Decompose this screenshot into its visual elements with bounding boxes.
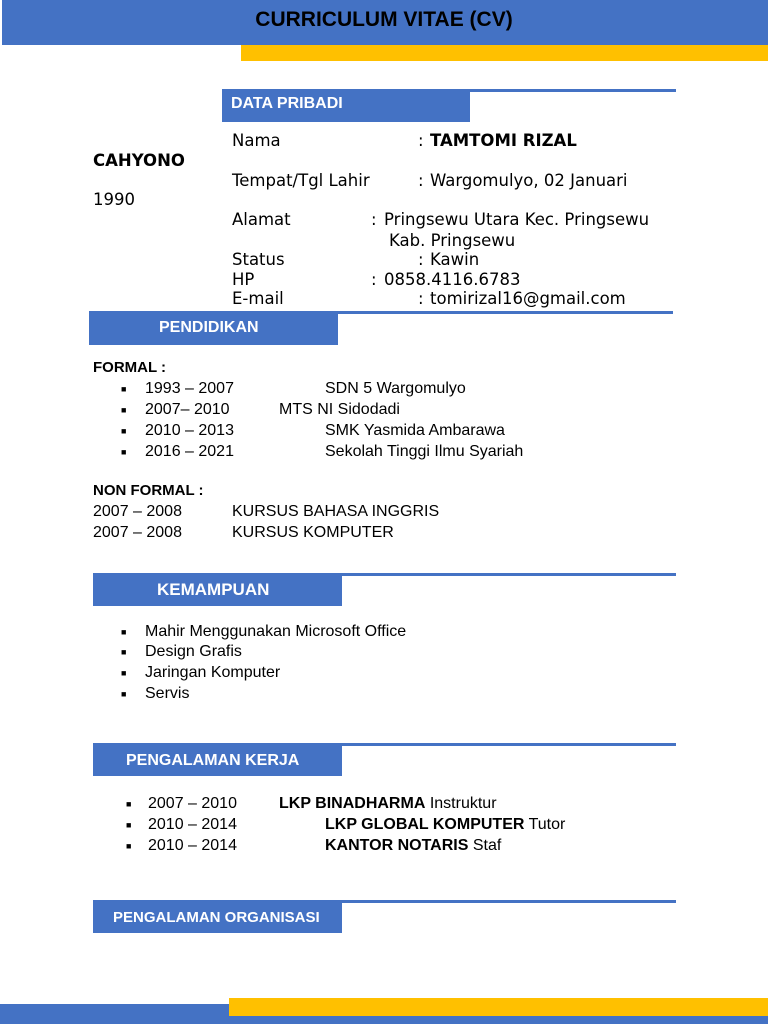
pendidikan-heading: PENDIDIKAN (89, 311, 338, 345)
work-org: LKP GLOBAL KOMPUTER (325, 816, 525, 833)
value-nama: TAMTOMI RIZAL (430, 131, 577, 150)
skill-item: Mahir Menggunakan Microsoft Office (145, 623, 407, 640)
pengalaman-kerja-heading: PENGALAMAN KERJA (93, 743, 342, 776)
birth-year: 1990 (93, 190, 135, 209)
nonformal-label: NON FORMAL : (93, 482, 204, 499)
bullet-icon: ■ (121, 384, 127, 394)
work-years: 2010 – 2014 (148, 816, 237, 833)
bullet-icon: ■ (126, 799, 132, 809)
label-nama: Nama (232, 131, 281, 150)
footer-accent-stripe (229, 998, 768, 1016)
bullet-icon: ■ (121, 627, 127, 637)
value-hp: 0858.4116.6783 (384, 270, 521, 289)
value-ttl: Wargomulyo, 02 Januari (430, 171, 628, 190)
work-entry (325, 837, 501, 855)
work-entry (279, 795, 497, 813)
formal-years: 2010 – 2013 (145, 422, 234, 439)
sep-hp: : (371, 270, 377, 289)
work-role: Tutor (528, 816, 566, 833)
bullet-icon: ■ (121, 647, 127, 657)
work-org: LKP BINADHARMA (279, 795, 426, 812)
value-status: Kawin (430, 250, 480, 269)
work-years: 2010 – 2014 (148, 837, 237, 854)
formal-school: SMK Yasmida Ambarawa (325, 422, 505, 439)
sep-status: : (418, 250, 424, 269)
value-alamat-line2: Kab. Pringsewu (389, 231, 516, 250)
pengalaman-organisasi-heading: PENGALAMAN ORGANISASI (93, 900, 342, 933)
work-entry (325, 816, 565, 834)
skill-item: Design Grafis (145, 643, 242, 660)
sep-ttl: : (418, 171, 424, 190)
value-email: tomirizal16@gmail.com (430, 289, 626, 308)
work-role: Instruktur (429, 795, 497, 812)
skill-item: Servis (145, 685, 190, 702)
label-email: E-mail (232, 289, 284, 308)
formal-years: 2007– 2010 (145, 401, 230, 418)
formal-school: SDN 5 Wargomulyo (325, 380, 466, 397)
nonformal-years: 2007 – 2008 (93, 503, 182, 520)
formal-school: MTS NI Sidodadi (279, 401, 400, 418)
formal-school: Sekolah Tinggi Ilmu Syariah (325, 443, 524, 460)
formal-years: 1993 – 2007 (145, 380, 234, 397)
sep-email: : (418, 289, 424, 308)
formal-years: 2016 – 2021 (145, 443, 234, 460)
bullet-icon: ■ (121, 405, 127, 415)
header-accent-stripe (241, 45, 768, 61)
bullet-icon: ■ (121, 689, 127, 699)
sep-nama: : (418, 131, 424, 150)
page-title: CURRICULUM VITAE (CV) (255, 8, 513, 31)
work-role: Staf (472, 837, 502, 854)
sep-alamat: : (371, 210, 377, 229)
nonformal-years: 2007 – 2008 (93, 524, 182, 541)
label-status: Status (232, 250, 285, 269)
label-hp: HP (232, 270, 255, 289)
bullet-icon: ■ (121, 426, 127, 436)
kemampuan-heading: KEMAMPUAN (93, 573, 342, 606)
data-pribadi-heading: DATA PRIBADI (222, 89, 470, 122)
value-alamat: Pringsewu Utara Kec. Pringsewu (384, 210, 650, 229)
skill-item: Jaringan Komputer (145, 664, 281, 681)
work-org: KANTOR NOTARIS (325, 837, 469, 854)
bullet-icon: ■ (126, 841, 132, 851)
formal-label: FORMAL : (93, 359, 167, 376)
label-ttl: Tempat/Tgl Lahir (232, 171, 370, 190)
bullet-icon: ■ (126, 820, 132, 830)
label-alamat: Alamat (232, 210, 291, 229)
bullet-icon: ■ (121, 447, 127, 457)
work-years: 2007 – 2010 (148, 795, 237, 812)
last-name: CAHYONO (93, 151, 185, 170)
nonformal-course: KURSUS BAHASA INGGRIS (232, 503, 440, 520)
nonformal-course: KURSUS KOMPUTER (232, 524, 394, 541)
bullet-icon: ■ (121, 668, 127, 678)
